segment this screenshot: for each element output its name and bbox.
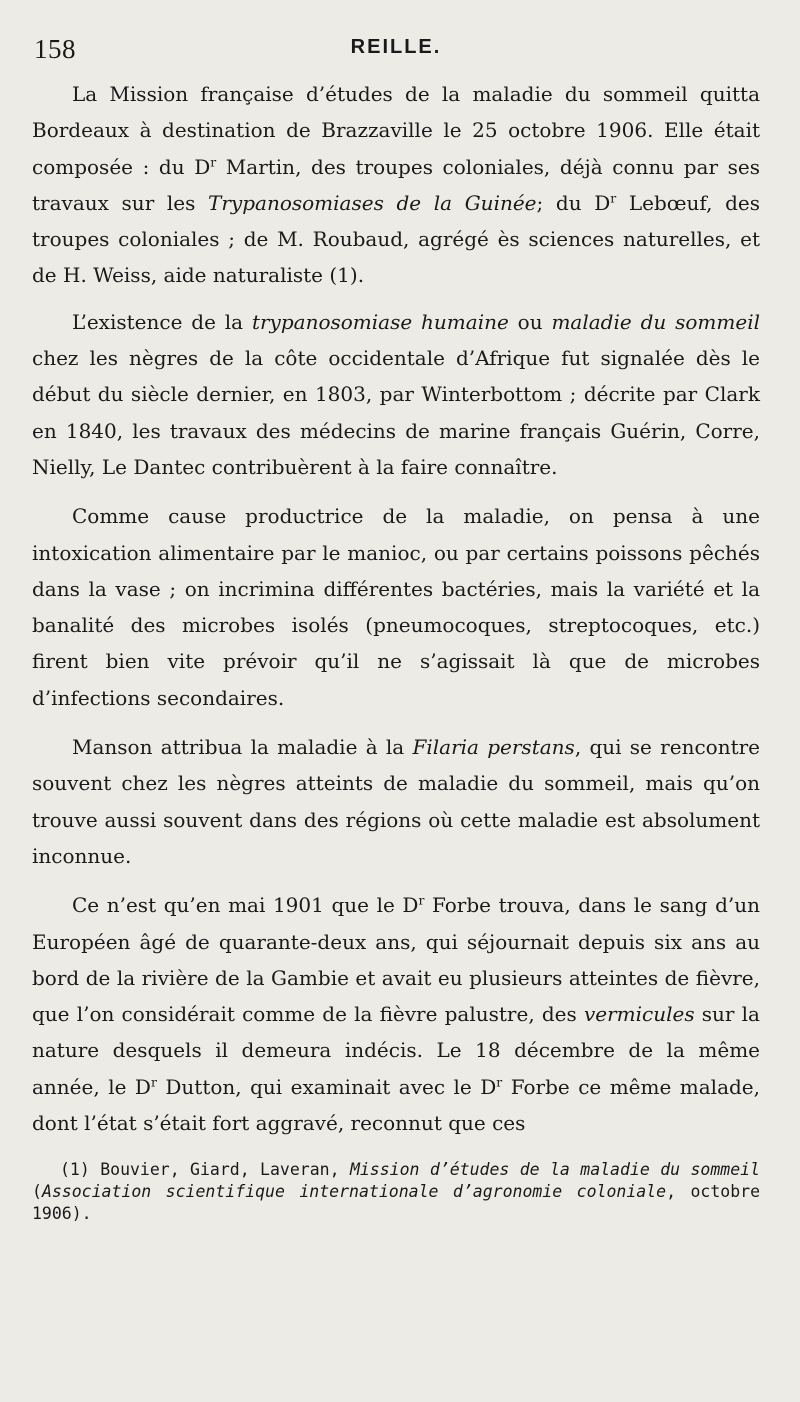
paragraph-forbe: Ce n’est qu’en mai 1901 que le $D^r$ Forbe trouva, dans le sang d’un Européen âgé de quarante-deux ans, qui séjournait depuis six ans au bord de la rivière de la Gambie et avait eu plusieurs atteintes de fièvre, que l’on considérait comme de la fièvre palustre, des vermicules sur la nature desquels il demeura indécis. Le 18 décembre de la même année, le $D^r$ Dutton, qui examinait avec le $D^r$ Forbe ce même malade, dont l’état s’était fort aggravé, reconnut que ces: [32, 892, 760, 1136]
paragraph-manson: Manson attribua la maladie à la Filaria perstans, qui se rencontre souvent chez les nègres atteints de maladie du sommeil, mais qu’on trouve aussi souvent dans des régions où cette maladie est absolument inconnue.: [32, 735, 761, 868]
page-number: 158: [34, 34, 76, 64]
running-head: REILLE.: [350, 36, 442, 58]
paragraph-mission: La Mission française d’études de la maladie du sommeil quitta Bordeaux à destination de Brazzaville le 25 octobre 1906. Elle était composée : du $D^r$ Martin, des troupes coloniales, déjà connu par ses travaux sur les Trypanosomiases de la Guinée; du $D^r$ Lebœuf, des troupes coloniales ; de M. Roubaud, agrégé ès sciences naturelles, et de H. Weiss, aide naturaliste (1).: [32, 82, 760, 288]
paragraph-existence: L’existence de la trypanosomiase humaine ou maladie du sommeil chez les nègres de la côte occidentale d’Afrique fut signalée dès le début du siècle dernier, en 1803, par Winterbottom ; décrite par Clark en 1840, les travaux des médecins de marine français Guérin, Corre, Nielly, Le Dantec contribuèrent à la faire connaître.: [32, 309, 760, 479]
page-header: [32, 34, 760, 76]
footnote-text: (1) Bouvier, Giard, Laveran, Mission d’études de la maladie du sommeil (Association scientifique internationale d’agronomie coloniale, octobre 1906).: [32, 1160, 761, 1224]
paragraph-cause: Comme cause productrice de la maladie, on pensa à une intoxication alimentaire par le manioc, ou par certains poissons pêchés dans la vase ; on incrimina différentes bactéries, mais la variété et la banalité des microbes isolés (pneumocoques, streptocoques, etc.) firent bien vite prévoir qu’il ne s’agissait là que de microbes d’infections secondaires.: [32, 504, 760, 710]
footnote: [32, 1159, 760, 1225]
body-text: [32, 76, 760, 1141]
